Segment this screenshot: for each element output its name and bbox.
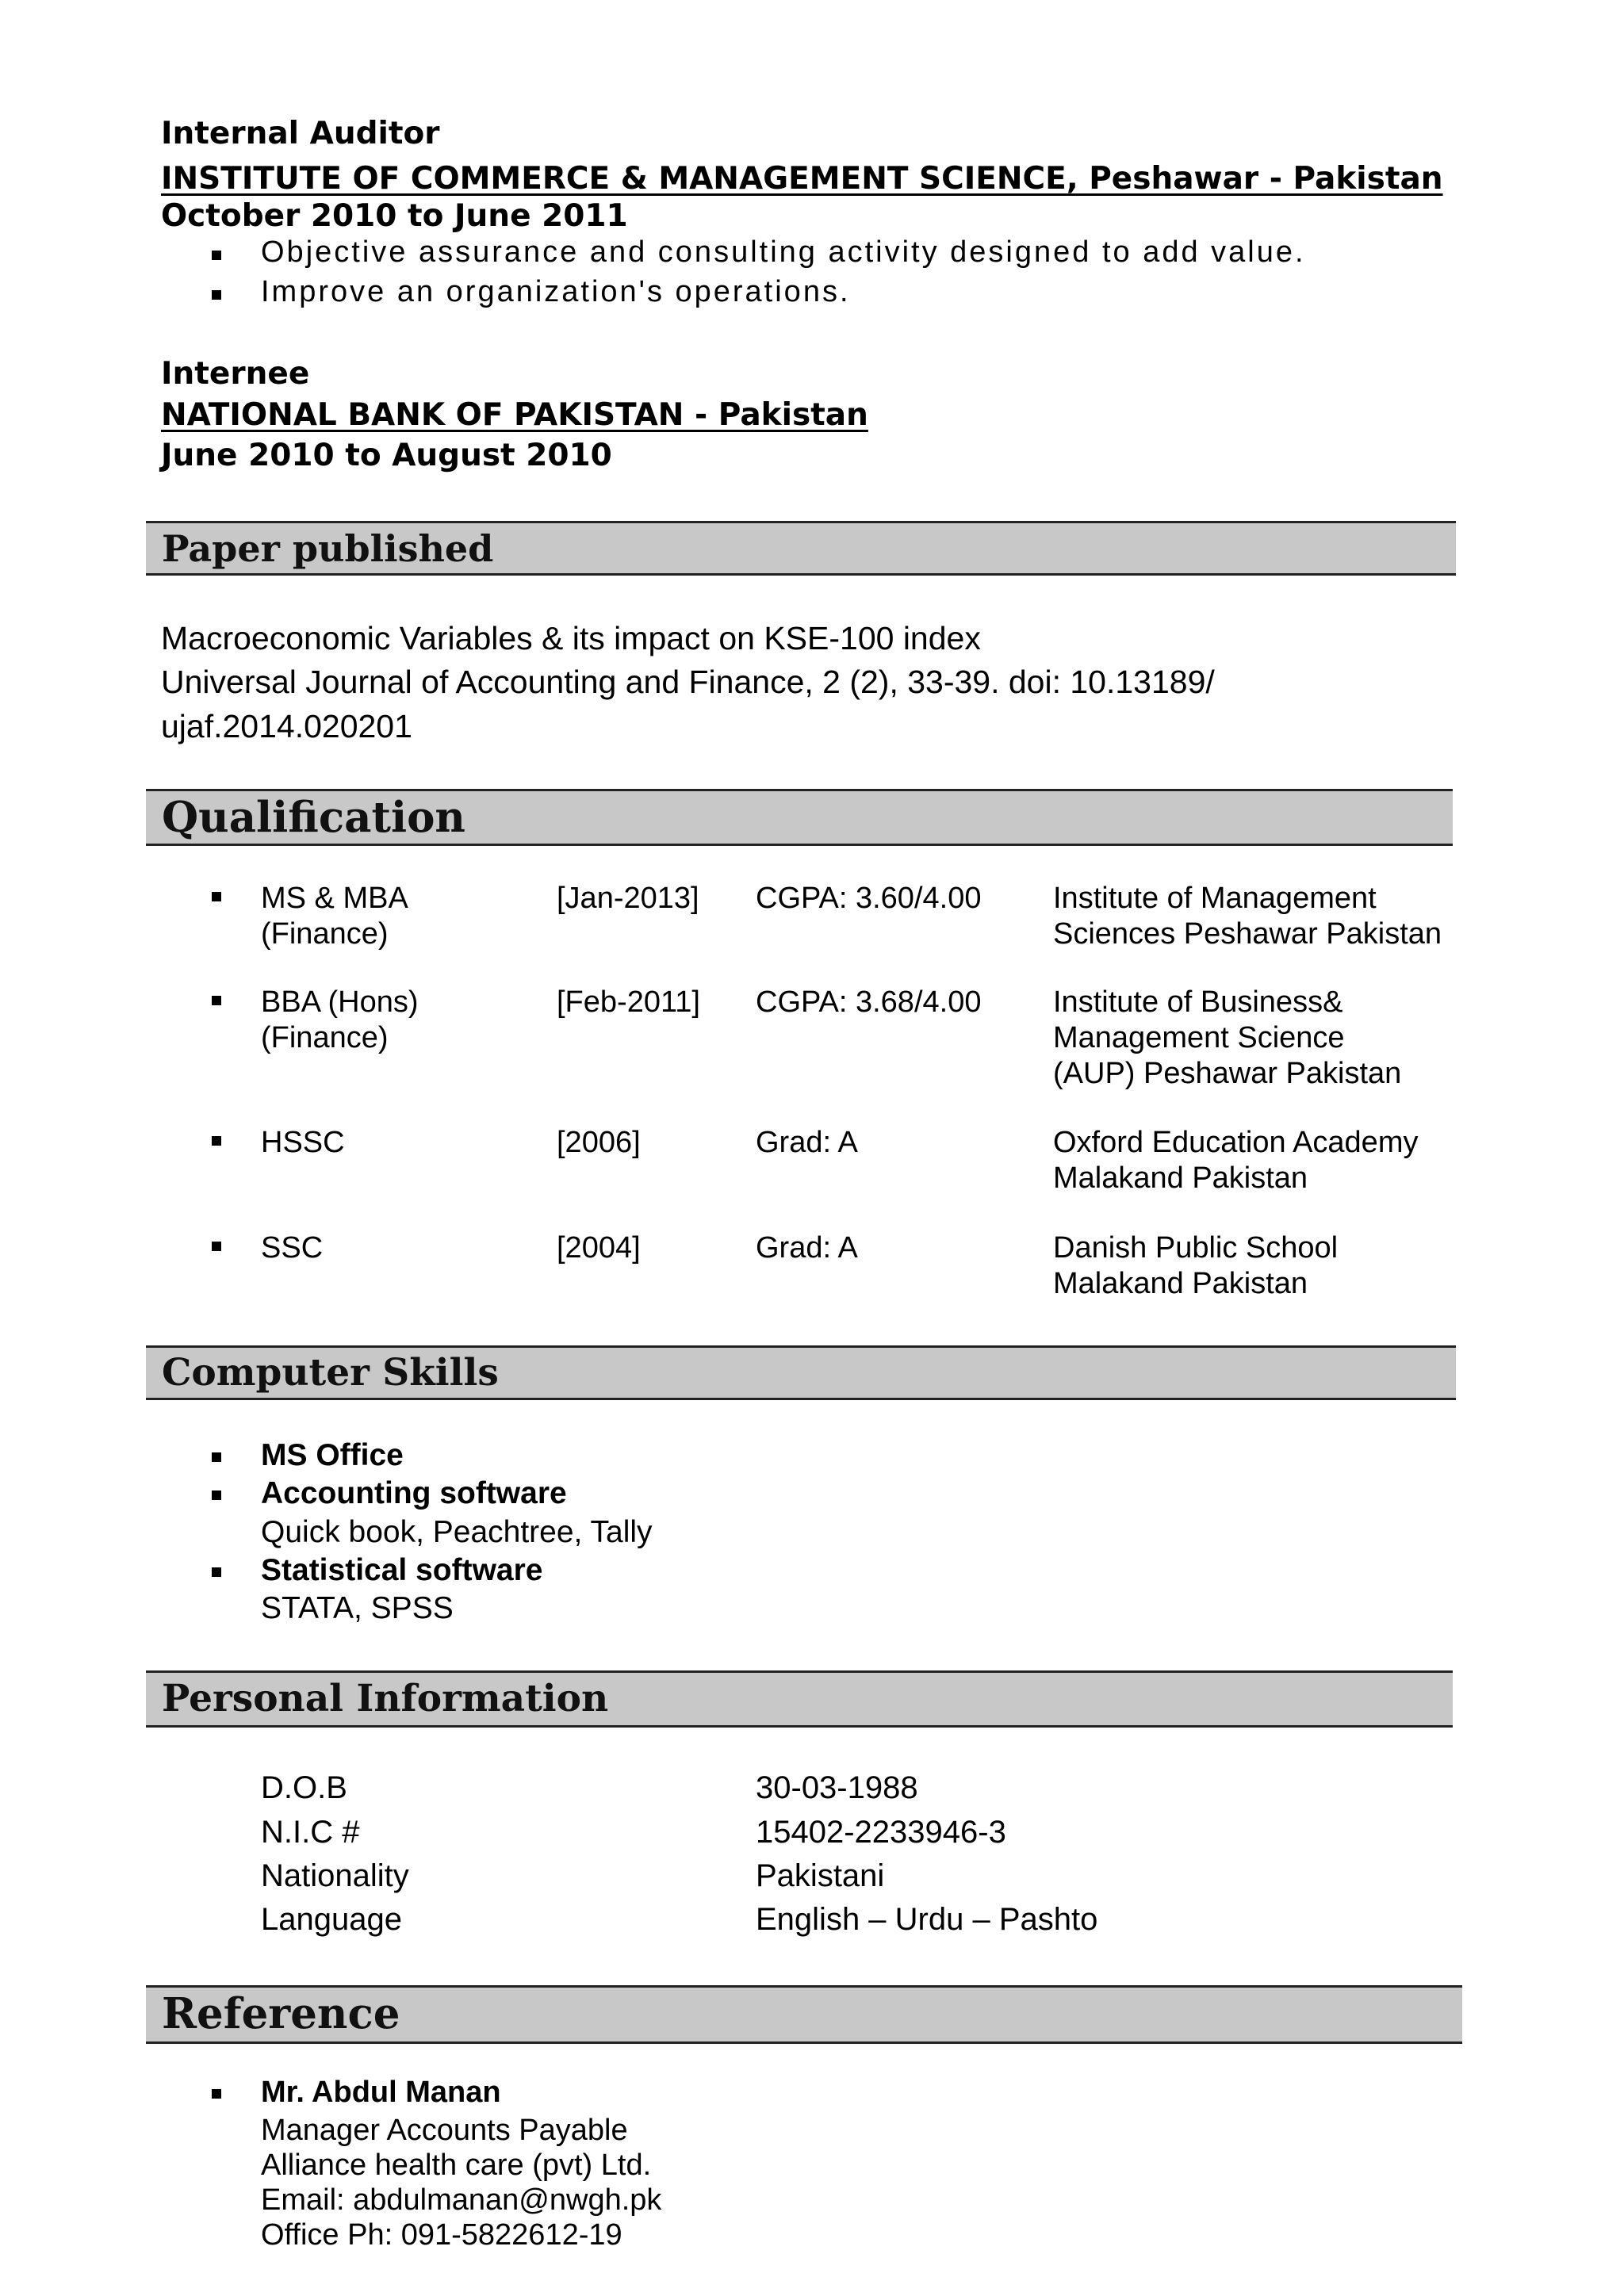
institution-line: Institute of Business& bbox=[1053, 985, 1343, 1019]
skill-detail: Quick book, Peachtree, Tally bbox=[261, 1515, 653, 1549]
personal-value: Pakistani bbox=[756, 1858, 885, 1893]
section-header-reference bbox=[146, 1985, 1462, 2044]
reference-name: Mr. Abdul Manan bbox=[261, 2076, 501, 2109]
personal-label: N.I.C # bbox=[261, 1815, 360, 1850]
bullet-icon bbox=[212, 290, 221, 300]
institution-line: Malakand Pakistan bbox=[1053, 1267, 1308, 1300]
section-header-personal bbox=[146, 1670, 1453, 1728]
degree-name: SSC bbox=[261, 1231, 324, 1265]
degree bbox=[261, 881, 408, 952]
degree-name: HSSC bbox=[261, 1126, 345, 1159]
personal-label: Language bbox=[261, 1902, 402, 1937]
bullet-icon bbox=[212, 1136, 221, 1146]
degree-institution bbox=[1053, 881, 1442, 952]
reference-phone: Office Ph: 091-5822612-19 bbox=[261, 2218, 622, 2252]
degree-grade: CGPA: 3.60/4.00 bbox=[756, 882, 982, 915]
degree-date: [Jan-2013] bbox=[557, 882, 699, 915]
bullet-icon bbox=[212, 1567, 221, 1577]
skill-detail: STATA, SPSS bbox=[261, 1591, 454, 1625]
degree-date: [2004] bbox=[557, 1231, 641, 1265]
degree-date: [Feb-2011] bbox=[557, 985, 700, 1019]
personal-label: Nationality bbox=[261, 1858, 409, 1893]
reference-email: Email: abdulmanan@nwgh.pk bbox=[261, 2183, 662, 2217]
degree-grade: CGPA: 3.68/4.00 bbox=[756, 985, 982, 1019]
section-title: Reference bbox=[162, 1989, 400, 2038]
section-header-paper bbox=[146, 521, 1456, 576]
bullet-icon bbox=[212, 251, 221, 260]
job-bullet: Improve an organization's operations. bbox=[261, 275, 851, 308]
section-title: Paper published bbox=[162, 527, 494, 570]
bullet-icon bbox=[212, 1452, 221, 1462]
degree-institution bbox=[1053, 1230, 1338, 1302]
job-organization: NATIONAL BANK OF PAKISTAN - Pakistan bbox=[161, 397, 868, 433]
section-title: Qualification bbox=[162, 793, 465, 842]
job-title: Internee bbox=[161, 356, 310, 392]
section-header-qualification bbox=[146, 789, 1453, 846]
bullet-icon bbox=[212, 1490, 221, 1500]
paper-doi: ujaf.2014.020201 bbox=[161, 708, 412, 744]
institution-line: (AUP) Peshawar Pakistan bbox=[1053, 1057, 1402, 1090]
institution-line: Sciences Peshawar Pakistan bbox=[1053, 917, 1442, 951]
job-dates: June 2010 to August 2010 bbox=[161, 438, 612, 473]
degree-grade: Grad: A bbox=[756, 1126, 858, 1159]
section-title: Computer Skills bbox=[162, 1351, 499, 1395]
section-title: Personal Information bbox=[162, 1677, 609, 1720]
bullet-icon bbox=[212, 996, 221, 1005]
reference-position: Manager Accounts Payable bbox=[261, 2114, 628, 2147]
institution-line: Oxford Education Academy bbox=[1053, 1126, 1419, 1159]
degree-name: BBA (Hons) bbox=[261, 985, 419, 1019]
institution-line: Danish Public School bbox=[1053, 1231, 1339, 1265]
institution-line: Institute of Management bbox=[1053, 882, 1377, 915]
personal-value: 30-03-1988 bbox=[756, 1770, 918, 1805]
degree-date: [2006] bbox=[557, 1126, 641, 1159]
personal-label: D.O.B bbox=[261, 1770, 347, 1805]
personal-value: 15402-2233946-3 bbox=[756, 1815, 1006, 1850]
institution-line: Malakand Pakistan bbox=[1053, 1161, 1308, 1195]
personal-value: English – Urdu – Pashto bbox=[756, 1902, 1098, 1937]
job-title: Internal Auditor bbox=[161, 116, 440, 151]
degree-institution bbox=[1053, 985, 1401, 1092]
bullet-icon bbox=[212, 2089, 221, 2099]
job-bullet: Objective assurance and consulting activity designed to add value. bbox=[261, 235, 1306, 269]
job-organization: INSTITUTE OF COMMERCE & MANAGEMENT SCIENCE, Peshawar - Pakistan bbox=[161, 161, 1443, 197]
degree bbox=[261, 985, 419, 1056]
bullet-icon bbox=[212, 892, 221, 901]
skill-name: Statistical software bbox=[261, 1553, 543, 1587]
skill-name: Accounting software bbox=[261, 1476, 567, 1510]
degree-name: MS & MBA bbox=[261, 882, 408, 915]
degree-major: (Finance) bbox=[261, 1021, 389, 1054]
section-header-computer-skills bbox=[146, 1345, 1456, 1400]
bullet-icon bbox=[212, 1242, 221, 1251]
paper-title: Macroeconomic Variables & its impact on KSE-100 index bbox=[161, 620, 981, 656]
degree-institution bbox=[1053, 1125, 1418, 1196]
paper-citation: Universal Journal of Accounting and Finance, 2 (2), 33-39. doi: 10.13189/ bbox=[161, 664, 1215, 700]
job-dates: October 2010 to June 2011 bbox=[161, 198, 628, 234]
degree-major: (Finance) bbox=[261, 917, 389, 951]
skill-name: MS Office bbox=[261, 1438, 404, 1472]
institution-line: Management Science bbox=[1053, 1021, 1345, 1054]
reference-company: Alliance health care (pvt) Ltd. bbox=[261, 2149, 652, 2182]
degree-grade: Grad: A bbox=[756, 1231, 858, 1265]
reference-details bbox=[261, 2113, 661, 2252]
